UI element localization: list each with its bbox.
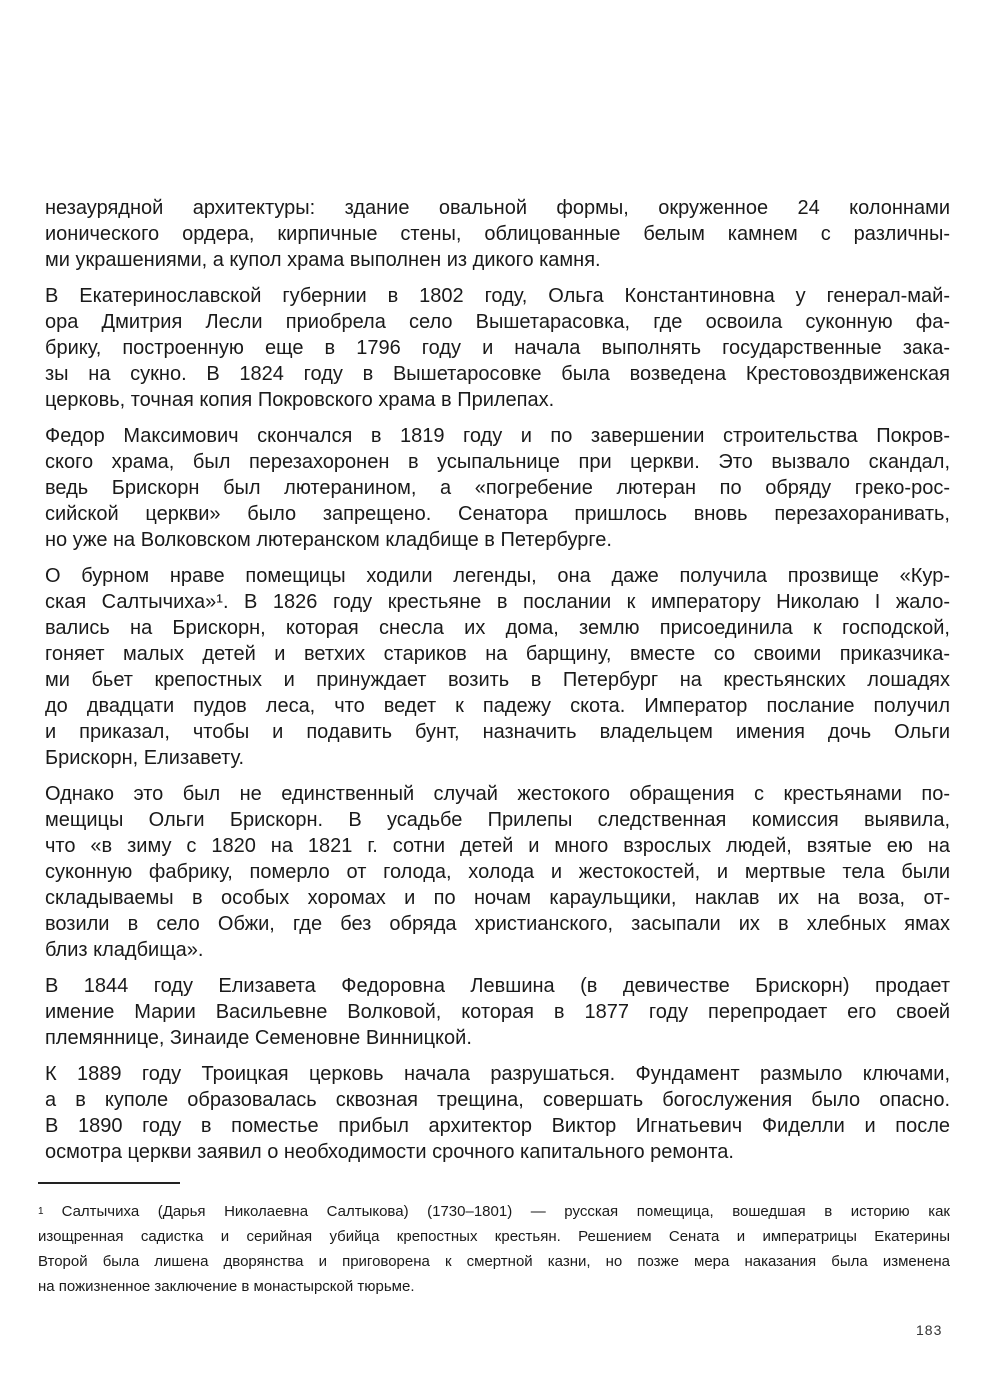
text-line: В Екатеринославской губернии в 1802 году, Ольга Константиновна у генерал-май- xyxy=(45,285,950,307)
footnote-line: изощренная садистка и серийная убийца крепостных крестьян. Решением Сената и императрицы Екатерины xyxy=(38,1228,950,1245)
text-line: до двадцати пудов леса, что ведет к падежу скота. Император послание получил xyxy=(45,695,950,717)
text-line: Федор Максимович скончался в 1819 году и по завершении строительства Покров- xyxy=(45,425,950,447)
text-line: ми бьет крепостных и принуждает возить в Петербург на крестьянских лошадях xyxy=(45,669,950,691)
text-line: суконную фабрику, померло от голода, холода и жестокостей, и мертвые тела были xyxy=(45,861,950,883)
text-line: ская Салтычиха»¹. В 1826 году крестьяне в послании к императору Николаю I жало- xyxy=(45,591,950,613)
text-line: но уже на Волковском лютеранском кладбище в Петербурге. xyxy=(45,529,612,551)
text-line: а в куполе образовалась сквозная трещина, совершать богослужения было опасно. xyxy=(45,1089,950,1111)
text-line: В 1844 году Елизавета Федоровна Левшина (в девичестве Брискорн) продает xyxy=(45,975,950,997)
text-line: гоняет малых детей и ветхих стариков на барщину, вместе со своими приказчика- xyxy=(45,643,950,665)
body-text xyxy=(45,195,950,1175)
paragraph xyxy=(45,423,950,553)
paragraph xyxy=(45,195,950,273)
footnote-line: на пожизненное заключение в монастырской тюрьме. xyxy=(38,1278,415,1295)
paragraph xyxy=(45,781,950,963)
paragraph xyxy=(45,283,950,413)
text-line: возили в село Обжи, где без обряда христианского, засыпали их в хлебных ямах xyxy=(45,913,950,935)
text-line: сийской церкви» было запрещено. Сенатора пришлось вновь перезахоранивать, xyxy=(45,503,950,525)
text-line: мещицы Ольги Брискорн. В усадьбе Прилепы следственная комиссия выявила, xyxy=(45,809,950,831)
footnote-marker: 1 xyxy=(38,1206,44,1217)
text-line: имение Марии Васильевне Волковой, которая в 1877 году перепродает его своей xyxy=(45,1001,950,1023)
footnote-line xyxy=(38,1199,950,1224)
text-line: Однако это был не единственный случай жестокого обращения с крестьянами по- xyxy=(45,783,950,805)
text-line: незаурядной архитектуры: здание овальной формы, окруженное 24 колоннами xyxy=(45,197,950,219)
footnote-text: Салтычиха (Дарья Николаевна Салтыкова) (1730–1801) — русская помещица, вошедшая в историю как xyxy=(61,1203,950,1220)
text-line: В 1890 году в поместье прибыл архитектор Виктор Игнатьевич Фиделли и после xyxy=(45,1115,950,1137)
text-line: ми украшениями, а купол храма выполнен из дикого камня. xyxy=(45,249,601,271)
text-line: племяннице, Зинаиде Семеновне Винницкой. xyxy=(45,1027,472,1049)
text-line: близ кладбища». xyxy=(45,939,204,961)
paragraph xyxy=(45,563,950,771)
text-line: Брискорн, Елизавету. xyxy=(45,747,245,769)
paragraph xyxy=(45,1061,950,1165)
footnote xyxy=(38,1199,950,1299)
text-line: церковь, точная копия Покровского храма в Прилепах. xyxy=(45,389,555,411)
text-line: ского храма, был перезахоронен в усыпальнице при церкви. Это вызвало скандал, xyxy=(45,451,950,473)
text-line: ора Дмитрия Лесли приобрела село Вышетарасовка, где освоила суконную фа- xyxy=(45,311,950,333)
paragraph xyxy=(45,973,950,1051)
footnote-line: Второй была лишена дворянства и приговорена к смертной казни, но позже мера наказания была изменена xyxy=(38,1253,950,1270)
text-line: и приказал, чтобы и подавить бунт, назначить владельцем имения дочь Ольги xyxy=(45,721,950,743)
text-line: осмотра церкви заявил о необходимости срочного капитального ремонта. xyxy=(45,1141,734,1163)
text-line: ионического ордера, кирпичные стены, облицованные белым камнем с различны- xyxy=(45,223,950,245)
text-line: О бурном нраве помещицы ходили легенды, она даже получила прозвище «Кур- xyxy=(45,565,950,587)
text-line: складываемы в особых хоромах и по ночам караульщики, наклав их на воза, от- xyxy=(45,887,950,909)
footnote-divider xyxy=(38,1182,180,1184)
text-line: ведь Брискорн был лютеранином, а «погребение лютеран по обряду греко-рос- xyxy=(45,477,950,499)
page-number: 183 xyxy=(916,1322,943,1338)
text-line: вались на Брискорн, которая снесла их дома, землю присоединила к господской, xyxy=(45,617,950,639)
text-line: К 1889 году Троицкая церковь начала разрушаться. Фундамент размыло ключами, xyxy=(45,1063,950,1085)
text-line: что «в зиму с 1820 на 1821 г. сотни детей и много взрослых людей, взятые ею на xyxy=(45,835,950,857)
text-line: брику, построенную еще в 1796 году и начала выполнять государственные зака- xyxy=(45,337,950,359)
text-line: зы на сукно. В 1824 году в Вышетаросовке была возведена Крестовоздвиженская xyxy=(45,363,950,385)
